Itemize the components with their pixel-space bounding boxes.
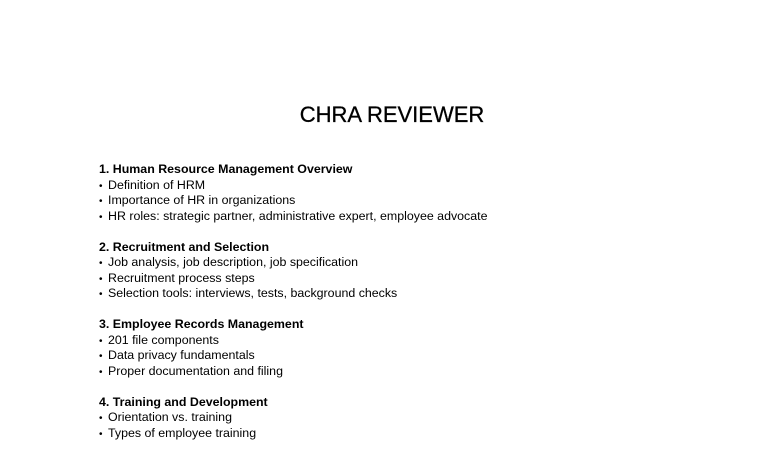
bullet-list <box>99 410 759 441</box>
list-item-text: Orientation vs. training <box>108 410 232 424</box>
section-records <box>99 317 759 379</box>
section-training <box>99 395 759 442</box>
bullet-icon: • <box>99 413 103 424</box>
list-item-text: Definition of HRM <box>108 177 206 192</box>
section-heading: 2. Recruitment and Selection <box>99 239 270 254</box>
section-heading: 1. Human Resource Management Overview <box>99 162 353 176</box>
list-item-text: Types of employee training <box>108 425 257 440</box>
section-heading: 3. Employee Records Management <box>99 317 304 331</box>
section-heading: 4. Training and Development <box>99 394 268 409</box>
list-item-text: Job analysis, job description, job specification <box>108 255 359 269</box>
section-recruitment <box>99 240 759 302</box>
list-item-text: Selection tools: interviews, tests, background checks <box>108 286 398 300</box>
bullet-icon: • <box>99 273 103 285</box>
bullet-icon: • <box>99 351 103 362</box>
list-item <box>99 209 759 225</box>
bullet-list <box>99 178 759 225</box>
list-item <box>99 178 759 194</box>
list-item <box>99 348 759 364</box>
section-hrm-overview <box>99 162 759 224</box>
bullet-icon: • <box>99 428 103 440</box>
list-item <box>99 426 759 442</box>
bullet-icon: • <box>99 180 103 192</box>
bullet-icon: • <box>99 289 103 300</box>
bullet-icon: • <box>99 366 103 378</box>
section-list <box>99 162 759 457</box>
page-title: CHRA REVIEWER <box>299 102 485 127</box>
bullet-icon: • <box>99 211 103 223</box>
list-item-text: Proper documentation and filing <box>108 363 283 378</box>
list-item <box>99 333 759 349</box>
list-item-text: Importance of HR in organizations <box>108 193 296 207</box>
bullet-icon: • <box>99 258 103 269</box>
bullet-icon: • <box>99 335 103 347</box>
list-item <box>99 271 759 287</box>
list-item <box>99 286 759 302</box>
list-item <box>99 193 759 209</box>
list-item-text: 201 file components <box>108 332 219 347</box>
bullet-icon: • <box>99 196 103 207</box>
list-item-text: HR roles: strategic partner, administrative expert, employee advocate <box>108 208 488 223</box>
list-item <box>99 255 759 271</box>
bullet-list <box>99 255 759 302</box>
bullet-list <box>99 333 759 380</box>
list-item-text: Recruitment process steps <box>108 270 255 285</box>
list-item-text: Data privacy fundamentals <box>108 348 255 362</box>
list-item <box>99 410 759 426</box>
list-item <box>99 364 759 380</box>
